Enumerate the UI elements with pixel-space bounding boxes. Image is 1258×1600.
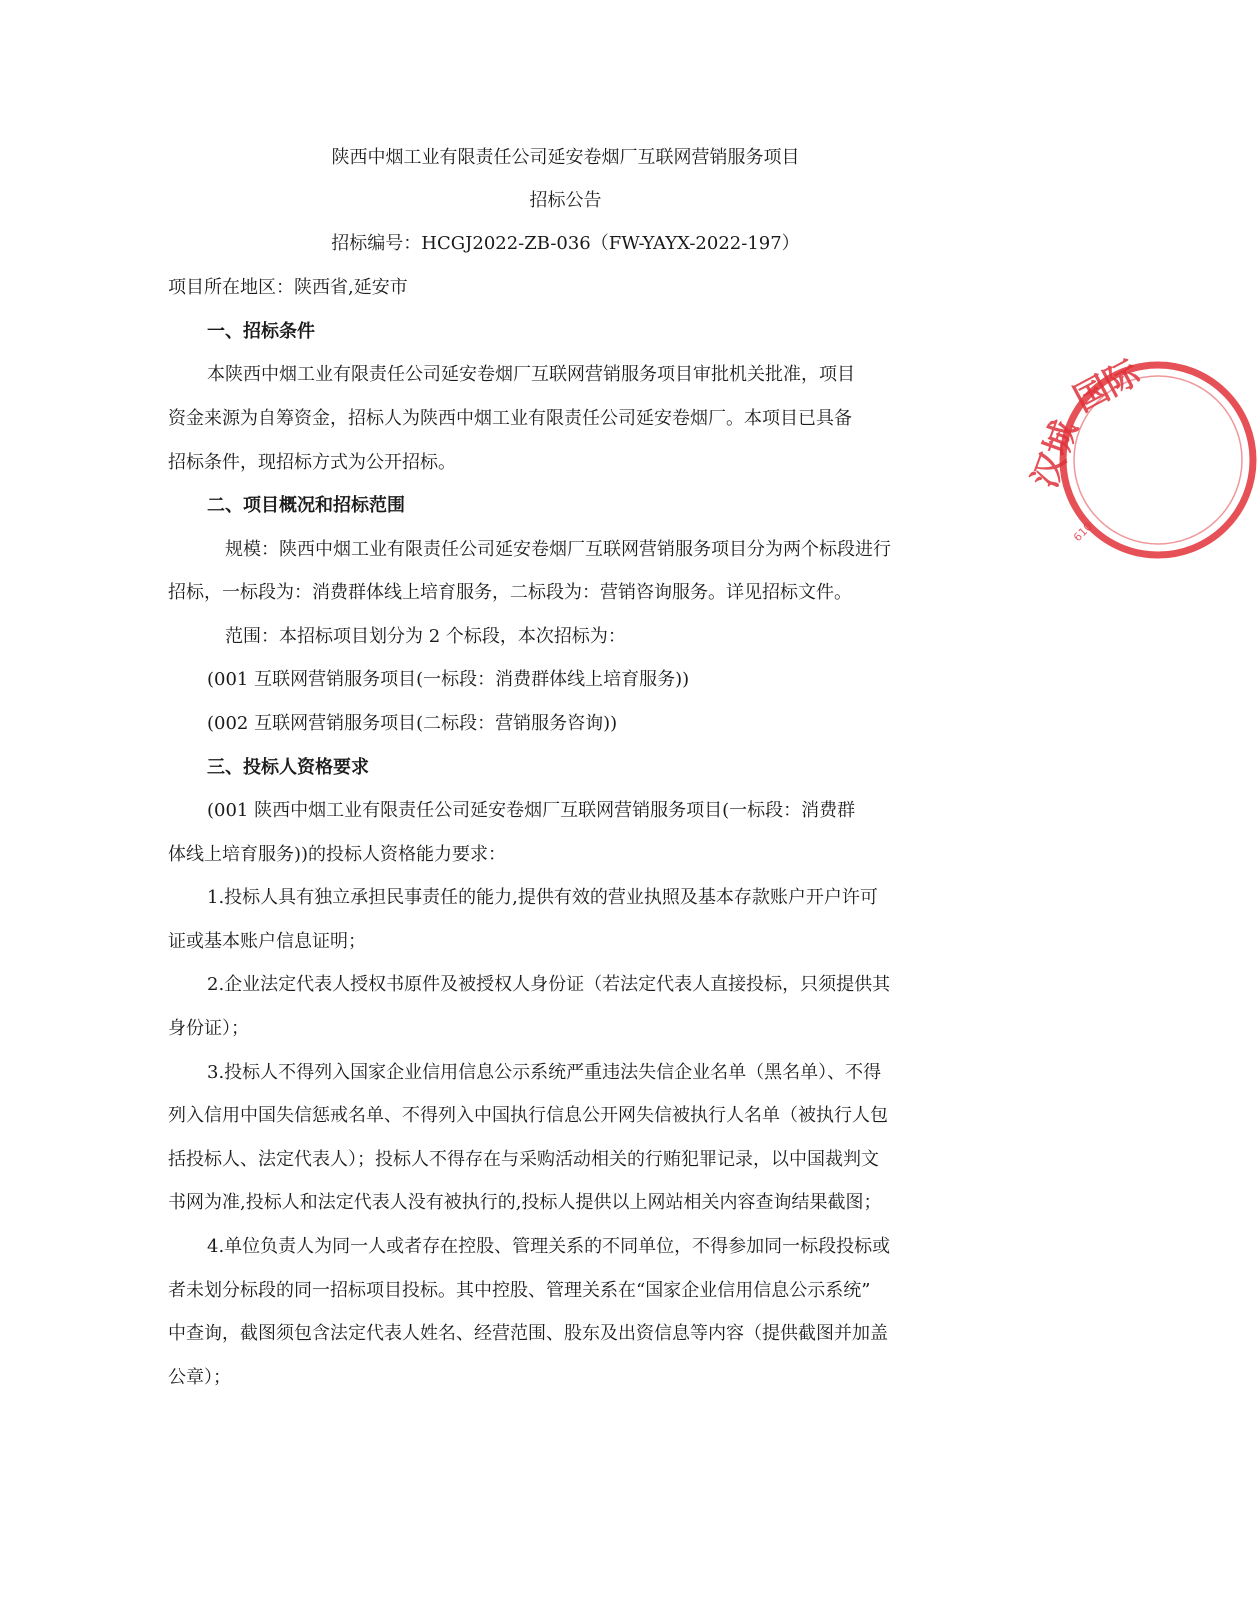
- s3-line: 括投标人、法定代表人）；投标人不得存在与采购活动相关的行贿犯罪记录，以中国裁判文: [168, 1149, 879, 1170]
- s3-line: 身份证）；: [168, 1018, 249, 1039]
- s2-line: 招标，一标段为：消费群体线上培育服务，二标段为：营销咨询服务。详见招标文件。: [168, 582, 852, 603]
- s3-line: 公章）；: [168, 1367, 231, 1388]
- document-title: 陕西中烟工业有限责任公司延安卷烟厂互联网营销服务项目: [331, 147, 800, 168]
- project-region: 项目所在地区：陕西省,延安市: [168, 277, 408, 298]
- s2-line: 规模：陕西中烟工业有限责任公司延安卷烟厂互联网营销服务项目分为两个标段进行: [225, 539, 891, 560]
- s3-line: 1.投标人具有独立承担民事责任的能力,提供有效的营业执照及基本存款账户开户许可: [207, 887, 878, 908]
- s1-line: 资金来源为自筹资金，招标人为陕西中烟工业有限责任公司延安卷烟厂。本项目已具备: [168, 408, 852, 429]
- s3-line: (001 陕西中烟工业有限责任公司延安卷烟厂互联网营销服务项目(一标段：消费群: [207, 800, 856, 821]
- s3-line: 4.单位负责人为同一人或者存在控股、管理关系的不同单位，不得参加同一标段投标或: [207, 1236, 891, 1257]
- section-1-heading: 一、招标条件: [207, 321, 315, 342]
- seal-text-1: 汉城: [1024, 415, 1086, 494]
- s3-line: 2.企业法定代表人授权书原件及被授权人身份证（若法定代表人直接投标，只须提供其: [207, 974, 891, 995]
- s2-line: (002 互联网营销服务项目(二标段：营销服务咨询)): [207, 713, 618, 734]
- s3-line: 书网为准,投标人和法定代表人没有被执行的,投标人提供以上网站相关内容查询结果截图；: [168, 1192, 882, 1213]
- seal-text-2: 国际: [1067, 352, 1147, 420]
- s3-line: 3.投标人不得列入国家企业信用信息公示系统严重违法失信企业名单（黑名单）、不得: [207, 1062, 882, 1083]
- section-2-heading: 二、项目概况和招标范围: [207, 495, 405, 516]
- official-seal-icon: [1024, 350, 1258, 570]
- s3-line: 体线上培育服务))的投标人资格能力要求：: [168, 844, 507, 865]
- section-3-heading: 三、投标人资格要求: [207, 757, 369, 778]
- s3-line: 中查询，截图须包含法定代表人姓名、经营范围、股东及出资信息等内容（提供截图并加盖: [168, 1323, 888, 1344]
- s3-line: 列入信用中国失信惩戒名单、不得列入中国执行信息公开网失信被执行人名单（被执行人包: [168, 1105, 888, 1126]
- s2-line: (001 互联网营销服务项目(一标段：消费群体线上培育服务)): [207, 669, 690, 690]
- s3-line: 者未划分标段的同一招标项目投标。其中控股、管理关系在“国家企业信用信息公示系统”: [168, 1280, 871, 1301]
- s2-line: 范围：本招标项目划分为 2 个标段，本次招标为：: [225, 626, 626, 647]
- tender-number: 招标编号：HCGJ2022-ZB-036（FW-YAYX-2022-197）: [331, 233, 800, 254]
- s1-line: 招标条件，现招标方式为公开招标。: [168, 452, 456, 473]
- seal-code-text: 610: [1070, 520, 1095, 545]
- s1-line: 本陕西中烟工业有限责任公司延安卷烟厂互联网营销服务项目审批机关批准，项目: [207, 364, 855, 385]
- s3-line: 证或基本账户信息证明；: [168, 931, 366, 952]
- document-subtitle: 招标公告: [529, 190, 602, 211]
